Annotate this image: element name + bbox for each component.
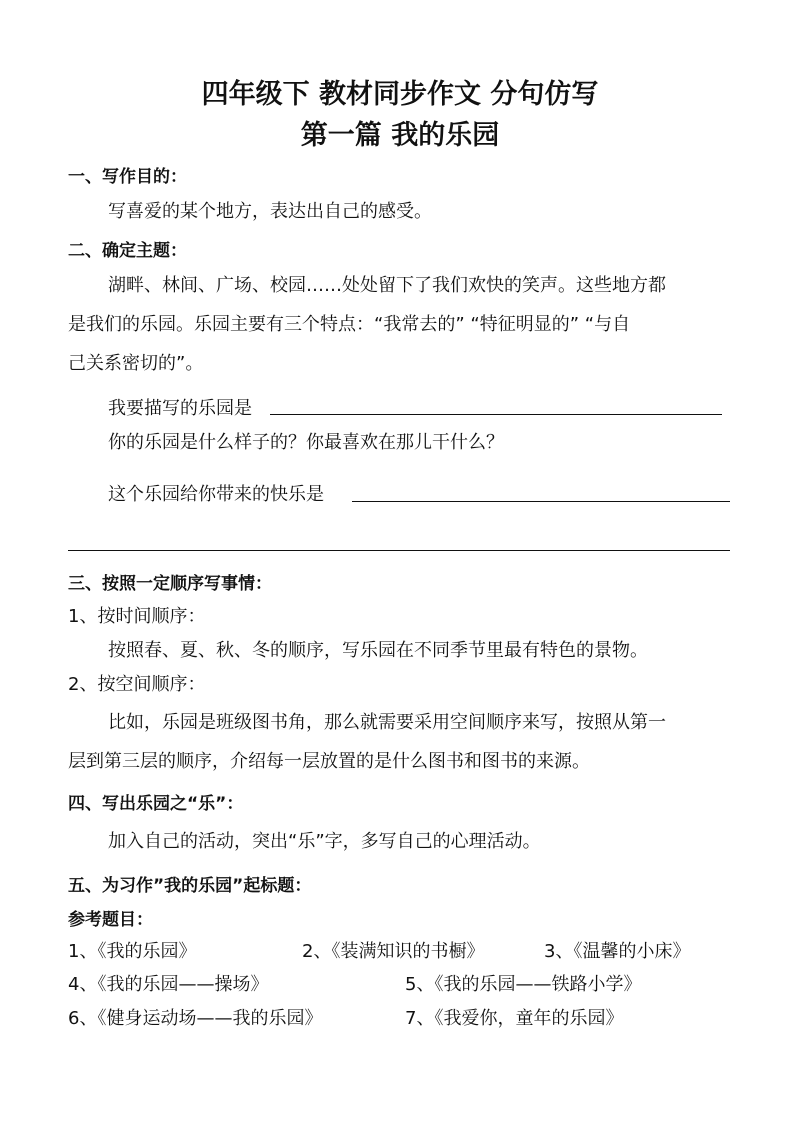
prompt-paradise-question: 你的乐园是什么样子的？你最喜欢在那儿干什么？ [108, 432, 504, 453]
document-title: 四年级下 教材同步作文 分句仿写 [201, 79, 599, 110]
section-heading-order: 三、按照一定顺序写事情： [68, 574, 272, 594]
answer-line-joy[interactable] [352, 501, 730, 502]
prompt-joy: 这个乐园给你带来的快乐是 [108, 484, 324, 505]
reference-title-5: 5、《我的乐园——铁路小学》 [405, 974, 642, 995]
theme-paragraph-line-2: 是我们的乐园。乐园主要有三个特点：“我常去的” “特征明显的” “与自 [68, 314, 631, 335]
reference-title-2: 2、《装满知识的书橱》 [302, 941, 485, 962]
order-time-label: 1、按时间顺序： [68, 606, 206, 627]
document-subtitle: 第一篇 我的乐园 [300, 120, 500, 151]
section-heading-joy: 四、写出乐园之“乐”： [68, 794, 244, 814]
section-heading-titles: 五、为习作”我的乐园”起标题： [68, 876, 312, 896]
reference-title-6: 6、《健身运动场——我的乐园》 [68, 1008, 323, 1029]
reference-titles-label: 参考题目： [68, 910, 153, 930]
purpose-text: 写喜爱的某个地方，表达出自己的感受。 [108, 201, 432, 222]
theme-paragraph-line-1: 湖畔、林间、广场、校园……处处留下了我们欢快的笑声。这些地方都 [108, 275, 666, 296]
section-heading-purpose: 一、写作目的： [68, 167, 187, 187]
joy-text: 加入自己的活动，突出“乐”字，多写自己的心理活动。 [108, 831, 541, 852]
answer-line-blank[interactable] [68, 550, 730, 551]
prompt-my-paradise: 我要描写的乐园是 [108, 398, 252, 419]
reference-title-3: 3、《温馨的小床》 [544, 941, 691, 962]
theme-paragraph-line-3: 己关系密切的”。 [68, 353, 204, 374]
order-time-text: 按照春、夏、秋、冬的顺序，写乐园在不同季节里最有特色的景物。 [108, 640, 648, 661]
answer-line-paradise[interactable] [270, 414, 722, 415]
section-heading-theme: 二、确定主题： [68, 241, 187, 261]
order-space-line-1: 比如，乐园是班级图书角，那么就需要采用空间顺序来写，按照从第一 [108, 712, 666, 733]
order-space-line-2: 层到第三层的顺序，介绍每一层放置的是什么图书和图书的来源。 [68, 751, 590, 772]
reference-title-4: 4、《我的乐园——操场》 [68, 974, 269, 995]
reference-title-1: 1、《我的乐园》 [68, 941, 197, 962]
order-space-label: 2、按空间顺序： [68, 674, 206, 695]
reference-title-7: 7、《我爱你，童年的乐园》 [405, 1008, 624, 1029]
